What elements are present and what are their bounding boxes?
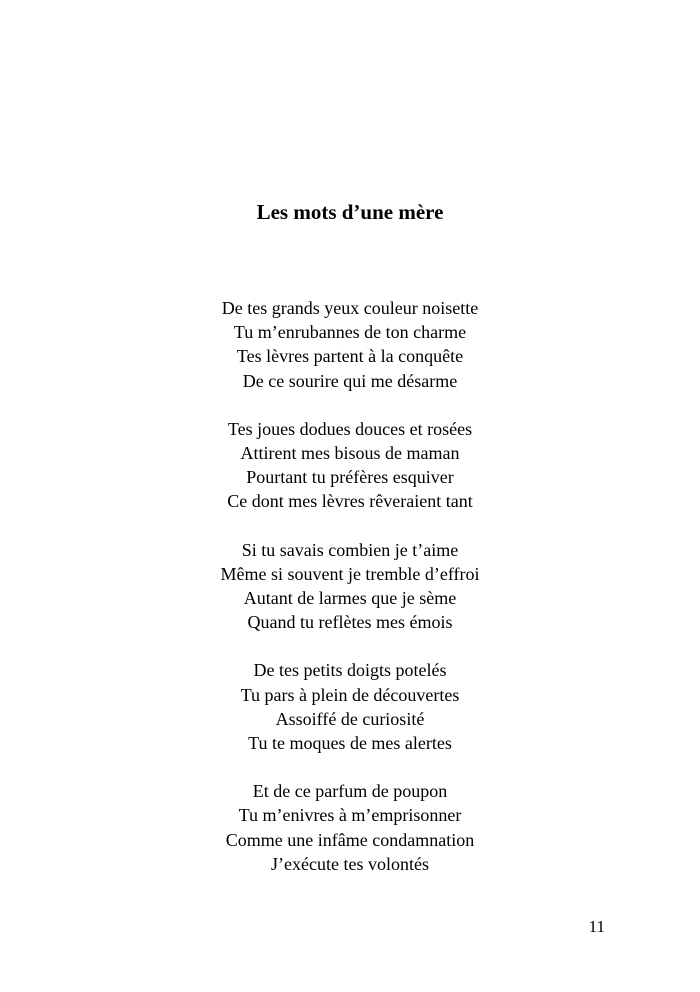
stanza-3 <box>0 538 700 635</box>
verse-line: Tu pars à plein de découvertes <box>240 684 460 705</box>
page-number: 11 <box>588 917 605 936</box>
verse-line: Tu m’enrubannes de ton charme <box>233 322 467 343</box>
verse-line: De tes grands yeux couleur noisette <box>221 298 479 318</box>
verse-line: Tes joues dodues douces et rosées <box>227 418 473 439</box>
verse-line: Pourtant tu préfères esquiver <box>246 467 454 488</box>
verse-line: De ce sourire qui me désarme <box>242 370 458 391</box>
stanza-1 <box>0 296 700 393</box>
verse-line: Et de ce parfum de poupon <box>252 781 448 802</box>
verse-line: Ce dont mes lèvres rêveraient tant <box>227 491 473 512</box>
verse-line: Tu m’enivres à m’emprisonner <box>238 805 462 826</box>
verse-line: Si tu savais combien je t’aime <box>241 539 459 560</box>
verse-line: Attirent mes bisous de maman <box>240 443 460 464</box>
verse-line: J’exécute tes volontés <box>271 853 429 874</box>
verse-line: Même si souvent je tremble d’effroi <box>220 563 480 584</box>
poem-title: Les mots d’une mère <box>256 200 444 224</box>
stanza-5 <box>0 779 700 876</box>
stanza-4 <box>0 658 700 755</box>
verse-line: Tes lèvres partent à la conquête <box>236 346 464 367</box>
verse-line: Quand tu reflètes mes émois <box>247 612 453 633</box>
verse-line: Tu te moques de mes alertes <box>248 733 452 754</box>
poem-body <box>0 296 700 900</box>
stanza-2 <box>0 417 700 514</box>
verse-line: Assoiffé de curiosité <box>275 708 425 729</box>
verse-line: Comme une infâme condamnation <box>225 829 475 850</box>
verse-line: De tes petits doigts potelés <box>253 660 447 681</box>
verse-line: Autant de larmes que je sème <box>243 588 457 609</box>
